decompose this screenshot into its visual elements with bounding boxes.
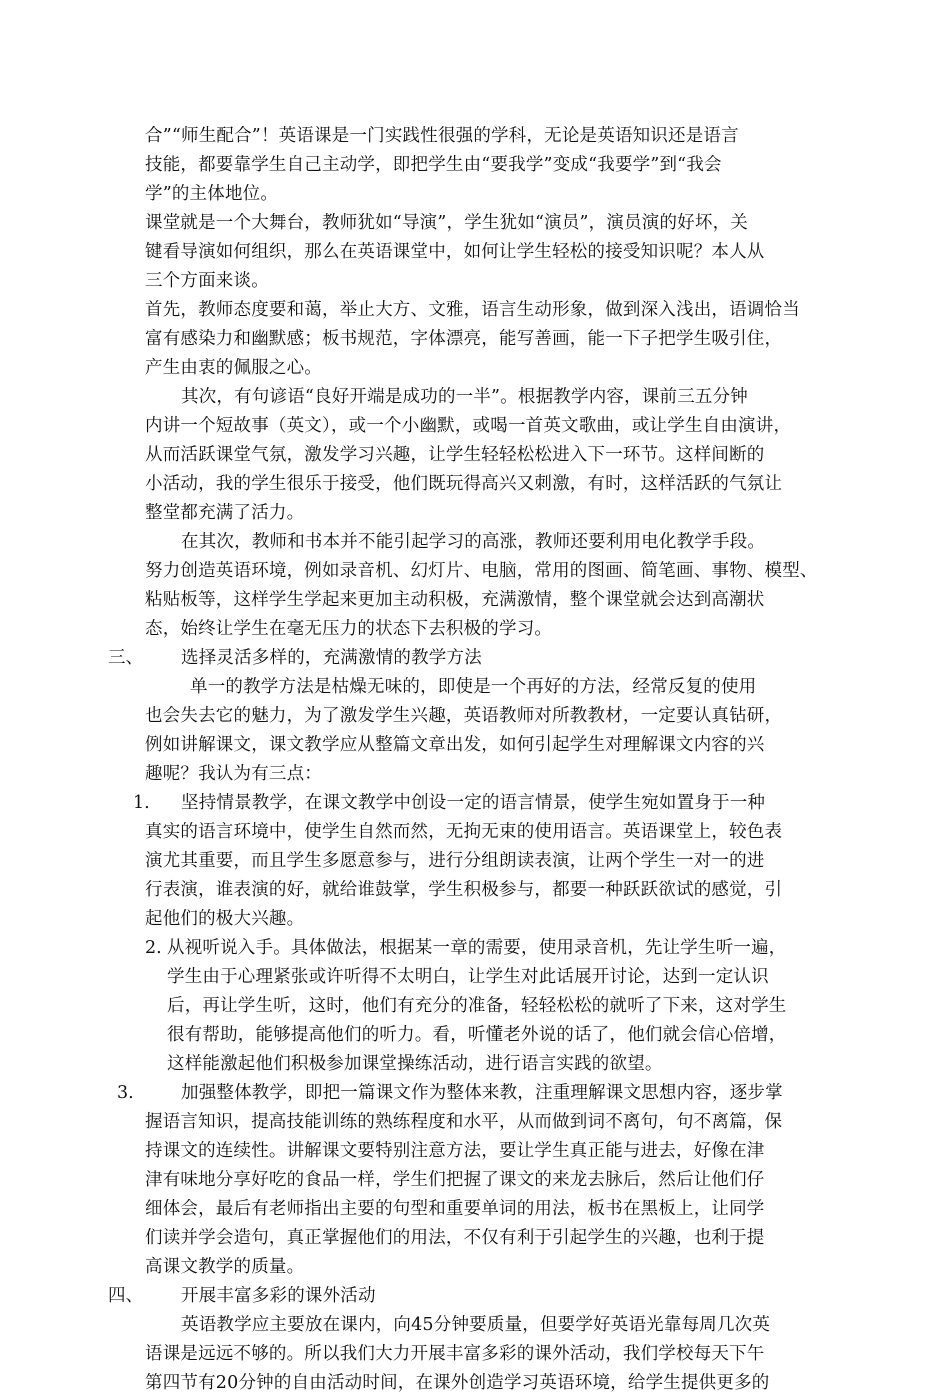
- list-item-line: 起他们的极大兴趣。: [145, 909, 305, 929]
- paragraph-line: 技能，都要靠学生自己主动学，即把学生由“要我学”变成“我要学”到“我会: [145, 155, 722, 175]
- list-item-line: 高课文教学的质量。: [145, 1257, 305, 1277]
- list-item-line: 真实的语言环境中，使学生自然而然，无拘无束的使用语言。英语课堂上，较色表: [145, 822, 783, 842]
- paragraph-line: 键看导演如何组织，那么在英语课堂中，如何让学生轻松的接受知识呢？本人从: [145, 242, 765, 262]
- list-item-line: 们读并学会造句，真正掌握他们的用法，不仅有利于引起学生的兴趣，也利于提: [145, 1228, 765, 1248]
- paragraph-line: 小活动，我的学生很乐于接受，他们既玩得高兴又刺激，有时，这样活跃的气氛让: [145, 474, 783, 494]
- paragraph-line: 态，始终让学生在毫无压力的状态下去积极的学习。: [145, 619, 553, 639]
- paragraph-line: 合”“师生配合”！英语课是一门实践性很强的学科，无论是英语知识还是语言: [145, 126, 739, 146]
- paragraph-line: 也会失去它的魅力，为了激发学生兴趣，英语教师对所教教材，一定要认真钻研，: [145, 706, 783, 726]
- list-item-line: 后，再让学生听，这时，他们有充分的准备，轻轻松松的就听了下来，这对学生: [167, 996, 787, 1016]
- list-item-number: 3.: [117, 1083, 134, 1103]
- section-number: 四、: [108, 1286, 143, 1306]
- paragraph-line: 第四节有20分钟的自由活动时间，在课外创造学习英语环境，给学生提供更多的: [145, 1373, 770, 1393]
- paragraph-line: 努力创造英语环境，例如录音机、幻灯片、电脑，常用的图画、简笔画、事物、模型、: [145, 561, 818, 581]
- list-item-line: 握语言知识，提高技能训练的熟练程度和水平，从而做到词不离句，句不离篇，保: [145, 1112, 783, 1132]
- paragraph-line: 在其次，教师和书本并不能引起学习的高涨，教师还要利用电化教学手段。: [181, 532, 766, 552]
- list-item-line: 行表演，谁表演的好，就给谁鼓掌，学生积极参与，都要一种跃跃欲试的感觉，引: [145, 880, 783, 900]
- paragraph-line: 粘贴板等，这样学生学起来更加主动积极，充满激情，整个课堂就会达到高潮状: [145, 590, 765, 610]
- list-item-line: 很有帮助，能够提高他们的听力。看，听懂老外说的话了，他们就会信心倍增，: [167, 1025, 787, 1045]
- list-item-line: 演尤其重要，而且学生多愿意参与，进行分组朗读表演，让两个学生一对一的进: [145, 851, 765, 871]
- list-item-line: 从视听说入手。具体做法，根据某一章的需要，使用录音机，先让学生听一遍，: [167, 938, 787, 958]
- paragraph-line: 产生由衷的佩服之心。: [145, 358, 322, 378]
- section-heading: 开展丰富多彩的课外活动: [181, 1286, 376, 1306]
- paragraph-line: 其次，有句谚语“良好开端是成功的一半”。根据教学内容，课前三五分钟: [181, 387, 748, 407]
- paragraph-line: 三个方面来谈。: [145, 271, 269, 291]
- paragraph-line: 例如讲解课文，课文教学应从整篇文章出发，如何引起学生对理解课文内容的兴: [145, 735, 765, 755]
- paragraph-line: 内讲一个短故事（英文），或一个小幽默，或喝一首英文歌曲，或让学生自由演讲，: [145, 416, 792, 436]
- list-item-line: 坚持情景教学，在课文教学中创设一定的语言情景，使学生宛如置身于一种: [181, 793, 766, 813]
- paragraph-line: 语课是远远不够的。所以我们大力开展丰富多彩的课外活动，我们学校每天下午: [145, 1344, 765, 1364]
- paragraph-line: 单一的教学方法是枯燥无味的，即使是一个再好的方法，经常反复的使用: [190, 677, 757, 697]
- paragraph-line: 首先，教师态度要和蔼，举止大方、文雅，语言生动形象，做到深入浅出，语调恰当: [145, 300, 800, 320]
- paragraph-line: 课堂就是一个大舞台，教师犹如“导演”，学生犹如“演员”，演员演的好坏，关: [145, 213, 748, 233]
- paragraph-line: 英语教学应主要放在课内，向45分钟要质量，但要学好英语光靠每周几次英: [181, 1315, 771, 1335]
- section-number: 三、: [108, 648, 143, 668]
- list-item-line: 加强整体教学，即把一篇课文作为整体来教，注重理解课文思想内容，逐步掌: [181, 1083, 783, 1103]
- paragraph-line: 富有感染力和幽默感；板书规范，字体漂亮，能写善画，能一下子把学生吸引住，: [145, 329, 783, 349]
- list-item-line: 细体会，最后有老师指出主要的句型和重要单词的用法，板书在黑板上，让同学: [145, 1199, 765, 1219]
- paragraph-line: 整堂都充满了活力。: [145, 503, 305, 523]
- paragraph-line: 趣呢？我认为有三点：: [145, 764, 322, 784]
- paragraph-line: 学”的主体地位。: [145, 184, 279, 204]
- list-item-line: 津有味地分享好吃的食品一样，学生们把握了课文的来龙去脉后，然后让他们仔: [145, 1170, 765, 1190]
- list-item-number: 2.: [145, 938, 162, 958]
- section-heading: 选择灵活多样的，充满激情的教学方法: [181, 648, 482, 668]
- list-item-line: 这样能激起他们积极参加课堂操练活动，进行语言实践的欲望。: [167, 1054, 663, 1074]
- list-item-line: 持课文的连续性。讲解课文要特别注意方法，要让学生真正能与进去，好像在津: [145, 1141, 765, 1161]
- paragraph-line: 从而活跃课堂气氛，激发学习兴趣，让学生轻轻松松进入下一环节。这样间断的: [145, 445, 765, 465]
- list-item-line: 学生由于心理紧张或许听得不太明白，让学生对此话展开讨论，达到一定认识: [167, 967, 769, 987]
- list-item-number: 1.: [133, 793, 150, 813]
